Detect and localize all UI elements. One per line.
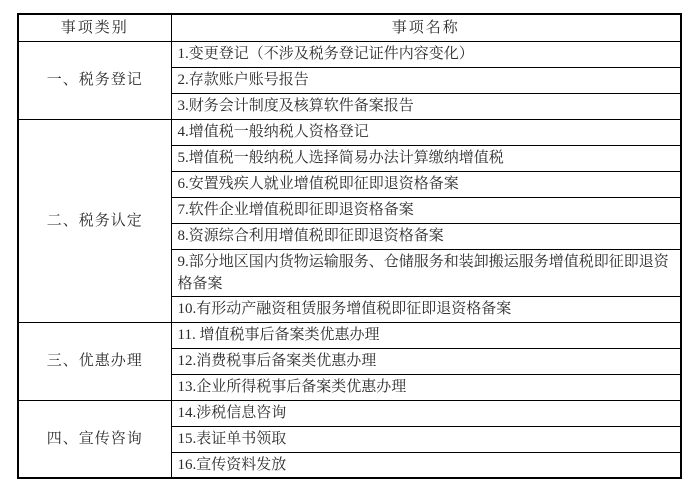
item-cell: 13.企业所得税事后备案类优惠办理 — [171, 374, 681, 400]
category-cell: 三、优惠办理 — [18, 322, 171, 400]
table-row — [18, 119, 681, 145]
item-cell: 5.增值税一般纳税人选择简易办法计算缴纳增值税 — [171, 145, 681, 171]
table-row — [18, 400, 681, 426]
header-row — [18, 14, 681, 41]
item-cell: 6.安置残疾人就业增值税即征即退资格备案 — [171, 171, 681, 197]
item-cell: 3.财务会计制度及核算软件备案报告 — [171, 93, 681, 119]
table-row — [18, 41, 681, 67]
category-cell: 二、税务认定 — [18, 119, 171, 322]
item-cell: 10.有形动产融资租赁服务增值税即征即退资格备案 — [171, 296, 681, 322]
category-cell: 四、宣传咨询 — [18, 400, 171, 478]
table-row — [18, 322, 681, 348]
column-header-category: 事项类别 — [18, 14, 171, 41]
item-cell: 12.消费税事后备案类优惠办理 — [171, 348, 681, 374]
item-cell: 15.表证单书领取 — [171, 426, 681, 452]
column-header-name: 事项名称 — [171, 14, 681, 41]
item-cell: 4.增值税一般纳税人资格登记 — [171, 119, 681, 145]
item-cell: 16.宣传资料发放 — [171, 452, 681, 478]
item-cell: 1.变更登记（不涉及税务登记证件内容变化） — [171, 41, 681, 67]
item-cell: 7.软件企业增值税即征即退资格备案 — [171, 197, 681, 223]
tax-items-table — [17, 13, 682, 479]
category-cell: 一、税务登记 — [18, 41, 171, 119]
item-cell: 8.资源综合利用增值税即征即退资格备案 — [171, 223, 681, 249]
item-cell: 9.部分地区国内货物运输服务、仓储服务和装卸搬运服务增值税即征即退资格备案 — [171, 249, 681, 296]
item-cell: 14.涉税信息咨询 — [171, 400, 681, 426]
item-cell: 11. 增值税事后备案类优惠办理 — [171, 322, 681, 348]
item-cell: 2.存款账户账号报告 — [171, 67, 681, 93]
